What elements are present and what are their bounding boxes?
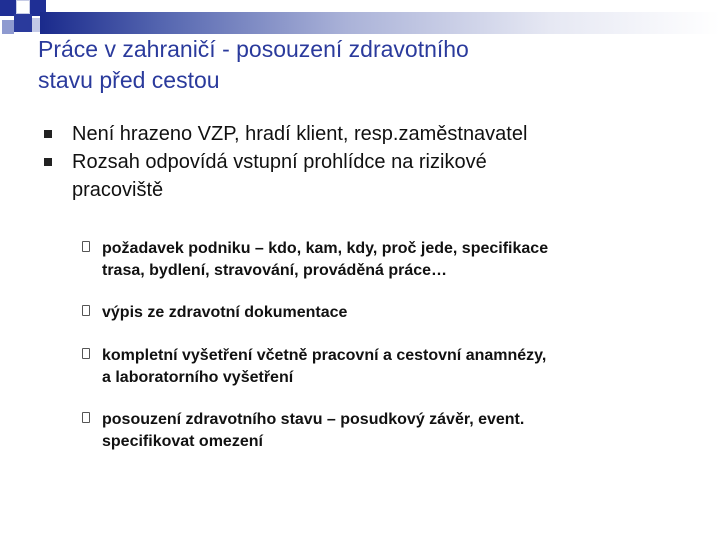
bullet-text: Není hrazeno VZP, hradí klient, resp.zaměstnavatel (72, 123, 528, 145)
bullet-list-level-1 (38, 120, 678, 204)
square-bullet-icon (44, 158, 52, 166)
decor-square-5 (2, 20, 14, 34)
sub-bullet-item (82, 409, 682, 453)
decor-square-4 (14, 14, 32, 32)
sub-bullet-text-line-2: trasa, bydlení, stravování, prováděná práce… (102, 262, 448, 279)
square-bullet-icon (44, 130, 52, 138)
slide-title-line-1: Práce v zahraničí - posouzení zdravotního (38, 36, 469, 62)
hollow-square-bullet-icon (82, 412, 90, 423)
sub-bullet-item (82, 238, 682, 282)
bullet-text-line-1: Rozsah odpovídá vstupní prohlídce na rizikové (72, 151, 487, 173)
slide-title-line-2: stavu před cestou (38, 67, 220, 93)
decor-square-2 (16, 0, 30, 14)
sub-bullet-text-line-2: specifikovat omezení (102, 433, 263, 450)
bullet-item (38, 148, 678, 204)
sub-bullet-text-line-1: posouzení zdravotního stavu – posudkový závěr, event. (102, 411, 525, 428)
sub-bullet-text: výpis ze zdravotní dokumentace (102, 304, 348, 321)
sub-bullet-item (82, 345, 682, 389)
sub-bullet-text-line-1: požadavek podniku – kdo, kam, kdy, proč jede, specifikace (102, 240, 549, 257)
bullet-list-level-2 (82, 238, 682, 453)
sub-bullet-text-line-2: a laboratorního vyšetření (102, 369, 294, 386)
sub-bullet-text-line-1: kompletní vyšetření včetně pracovní a cestovní anamnézy, (102, 347, 547, 364)
hollow-square-bullet-icon (82, 241, 90, 252)
bullet-item (38, 120, 678, 148)
hollow-square-bullet-icon (82, 305, 90, 316)
hollow-square-bullet-icon (82, 348, 90, 359)
slide-title (38, 34, 678, 96)
bullet-text-line-2: pracoviště (72, 179, 164, 201)
header-gradient-bar (40, 12, 720, 34)
sub-bullet-item (82, 302, 682, 324)
